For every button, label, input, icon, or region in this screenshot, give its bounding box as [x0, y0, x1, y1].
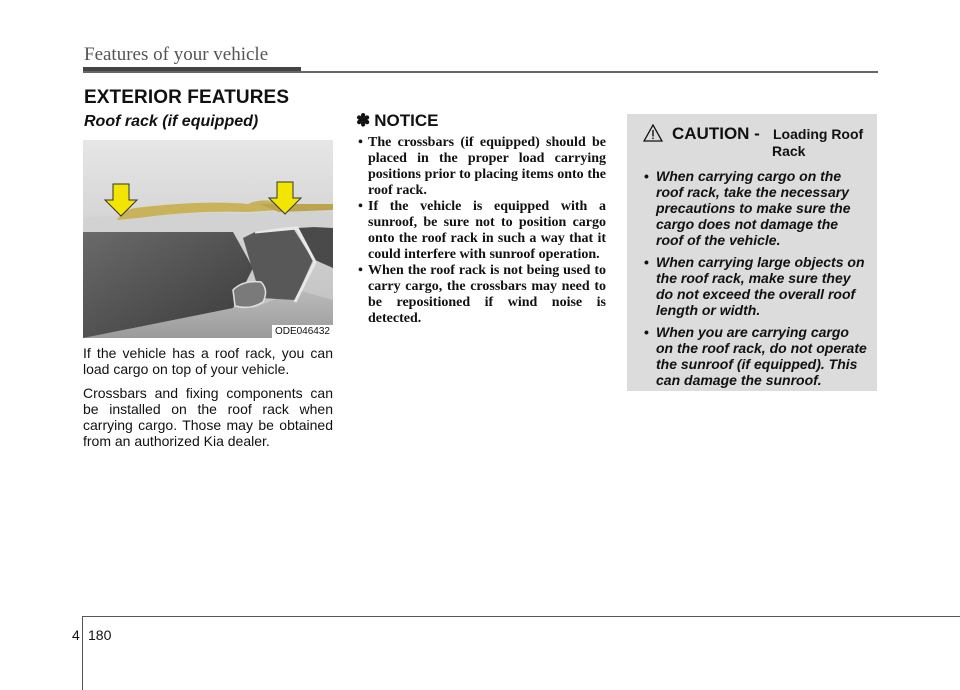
chapter-number: 4	[72, 627, 80, 643]
roof-rack-text	[83, 345, 333, 457]
caution-subtitle-line1: Loading Roof	[773, 126, 864, 142]
figure-code: ODE046432	[272, 325, 333, 338]
caution-item	[636, 254, 869, 318]
caution-item-text: When carrying large objects on the roof rack, make sure they do not exceed the overall roof length or width.	[656, 254, 865, 318]
bullet: •	[358, 263, 363, 278]
car-roof-illustration	[83, 140, 333, 338]
paragraph-1: If the vehicle has a roof rack, you can load cargo on top of your vehicle.	[83, 345, 333, 377]
notice-title-text: NOTICE	[374, 111, 439, 130]
notice-star-icon: ✽	[356, 111, 371, 130]
notice-item	[356, 135, 606, 199]
paragraph-2: Crossbars and fixing components can be installed on the roof rack when carrying cargo. Those may be obtained from an authorized Kia dealer.	[83, 385, 333, 449]
notice-item-text: When the roof rack is not being used to carry cargo, the crossbars may need to be repositioned if wind noise is detected.	[368, 263, 606, 326]
footer-vertical-rule	[82, 616, 83, 690]
page-number: 180	[88, 627, 112, 643]
bullet: •	[358, 135, 363, 150]
bullet: •	[644, 324, 649, 340]
caution-list	[636, 168, 869, 388]
warning-triangle-icon	[643, 124, 663, 142]
notice-item-text: If the vehicle is equipped with a sunroof, be sure not to position cargo onto the roof rack in such a way that it could interfere with sunroof operation.	[368, 199, 606, 262]
caution-box	[627, 114, 877, 391]
header-title: Features of your vehicle	[84, 44, 269, 65]
notice-item	[356, 199, 606, 263]
caution-item	[636, 324, 869, 388]
caution-item-text: When carrying cargo on the roof rack, take the necessary precautions to make sure the cargo does not damage the roof of the vehicle.	[656, 168, 851, 248]
notice-title	[356, 111, 606, 131]
bullet: •	[644, 168, 649, 184]
side-mirror	[233, 282, 266, 308]
notice-item-text: The crossbars (if equipped) should be placed in the proper load carrying positions prior to placing items onto the roof rack.	[368, 135, 606, 198]
caution-subtitle-line2: Rack	[772, 143, 806, 159]
notice-box	[356, 111, 606, 327]
caution-header	[636, 124, 869, 164]
subsection-title: Roof rack (if equipped)	[84, 113, 259, 130]
caution-item-text: When you are carrying cargo on the roof rack, do not operate the sunroof (if equipped). This can damage the sunroof.	[656, 324, 867, 388]
caution-item	[636, 168, 869, 248]
roof-rack-figure	[83, 140, 333, 338]
section-title: EXTERIOR FEATURES	[84, 87, 290, 108]
bullet: •	[644, 254, 649, 270]
bullet: •	[358, 199, 363, 214]
header-rule	[83, 71, 878, 73]
footer-horizontal-rule	[82, 616, 960, 617]
notice-list	[356, 135, 606, 327]
caution-title: CAUTION -	[672, 124, 760, 143]
notice-item	[356, 263, 606, 327]
